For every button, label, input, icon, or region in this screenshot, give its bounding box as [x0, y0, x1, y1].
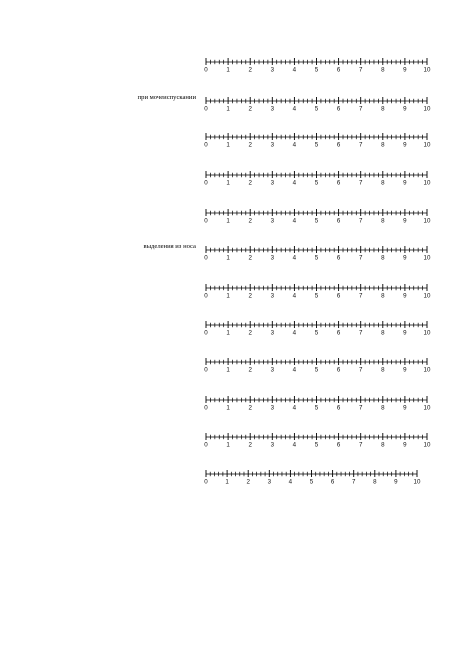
tick-label: 9 [403, 404, 407, 412]
tick-label: 10 [423, 66, 431, 74]
tick-label: 3 [270, 105, 275, 113]
rating-scale[interactable] [204, 206, 437, 228]
tick-label: 1 [226, 292, 230, 300]
tick-label: 3 [270, 441, 275, 449]
tick-label: 1 [226, 329, 230, 337]
tick-label: 5 [314, 292, 319, 300]
tick-label: 2 [246, 478, 250, 486]
rating-scale[interactable] [204, 55, 437, 77]
tick-label: 7 [358, 179, 363, 187]
tick-label: 5 [314, 105, 319, 113]
tick-label: 10 [423, 441, 431, 449]
tick-label: 3 [270, 179, 275, 187]
tick-label: 6 [336, 254, 341, 262]
tick-label: 10 [423, 254, 431, 262]
rating-scale[interactable] [204, 130, 437, 152]
tick-label: 6 [330, 478, 335, 486]
tick-label: 9 [403, 254, 407, 262]
tick-label: 2 [248, 254, 252, 262]
tick-label: 3 [270, 404, 275, 412]
tick-label: 6 [336, 179, 341, 187]
tick-label: 7 [358, 329, 363, 337]
tick-label: 0 [204, 404, 208, 412]
tick-label: 7 [358, 105, 363, 113]
tick-label: 6 [336, 366, 341, 374]
tick-label: 9 [403, 179, 407, 187]
tick-label: 5 [314, 217, 319, 225]
tick-label: 8 [381, 141, 385, 149]
tick-label: 1 [226, 66, 230, 74]
tick-label: 0 [204, 66, 208, 74]
tick-label: 3 [270, 292, 275, 300]
row-label: при мочеиспускании [137, 94, 196, 101]
tick-label: 7 [358, 66, 363, 74]
tick-label: 4 [292, 217, 297, 225]
tick-label: 7 [358, 404, 363, 412]
tick-label: 6 [336, 141, 341, 149]
tick-label: 4 [292, 441, 297, 449]
tick-label: 10 [423, 366, 431, 374]
tick-label: 2 [248, 217, 252, 225]
tick-label: 8 [381, 179, 385, 187]
tick-label: 5 [314, 404, 319, 412]
rating-scale[interactable] [204, 168, 437, 190]
tick-label: 7 [358, 441, 363, 449]
tick-label: 5 [314, 441, 319, 449]
tick-label: 9 [403, 66, 407, 74]
tick-label: 10 [423, 217, 431, 225]
tick-label: 4 [292, 105, 297, 113]
tick-label: 7 [358, 254, 363, 262]
rating-scale[interactable] [204, 430, 437, 452]
tick-label: 9 [403, 217, 407, 225]
tick-label: 1 [226, 254, 230, 262]
tick-label: 1 [226, 404, 230, 412]
tick-label: 7 [358, 141, 363, 149]
tick-label: 6 [336, 66, 341, 74]
tick-label: 10 [423, 179, 431, 187]
tick-label: 7 [351, 478, 356, 486]
rating-scale[interactable] [204, 467, 427, 489]
rating-scale[interactable] [204, 94, 437, 116]
tick-label: 5 [314, 66, 319, 74]
tick-label: 0 [204, 217, 208, 225]
tick-label: 6 [336, 105, 341, 113]
tick-label: 1 [226, 217, 230, 225]
tick-label: 9 [403, 329, 407, 337]
tick-label: 2 [248, 441, 252, 449]
tick-label: 3 [270, 366, 275, 374]
tick-label: 4 [292, 179, 297, 187]
tick-label: 8 [381, 292, 385, 300]
tick-label: 10 [423, 292, 431, 300]
tick-label: 3 [270, 217, 275, 225]
tick-label: 5 [309, 478, 314, 486]
tick-label: 0 [204, 441, 208, 449]
tick-label: 0 [204, 179, 208, 187]
tick-label: 6 [336, 441, 341, 449]
tick-label: 4 [292, 404, 297, 412]
tick-label: 6 [336, 217, 341, 225]
tick-label: 5 [314, 366, 319, 374]
tick-label: 3 [270, 329, 275, 337]
row-label: выделения из носа [143, 243, 196, 250]
tick-label: 4 [292, 329, 297, 337]
tick-label: 2 [248, 329, 252, 337]
tick-label: 9 [403, 441, 407, 449]
tick-label: 1 [226, 141, 230, 149]
tick-label: 6 [336, 404, 341, 412]
tick-label: 8 [381, 254, 385, 262]
tick-label: 0 [204, 329, 208, 337]
tick-label: 0 [204, 478, 208, 486]
tick-label: 2 [248, 292, 252, 300]
rating-scale[interactable] [204, 355, 437, 377]
rating-scale[interactable] [204, 318, 437, 340]
tick-label: 4 [292, 141, 297, 149]
tick-label: 8 [381, 441, 385, 449]
tick-label: 2 [248, 404, 252, 412]
tick-label: 2 [248, 141, 252, 149]
tick-label: 7 [358, 366, 363, 374]
tick-label: 8 [373, 478, 377, 486]
tick-label: 1 [226, 366, 230, 374]
tick-label: 9 [394, 478, 398, 486]
tick-label: 2 [248, 366, 252, 374]
tick-label: 10 [423, 329, 431, 337]
tick-label: 6 [336, 292, 341, 300]
tick-label: 0 [204, 292, 208, 300]
tick-label: 5 [314, 141, 319, 149]
tick-label: 3 [267, 478, 272, 486]
tick-label: 7 [358, 217, 363, 225]
tick-label: 4 [292, 66, 297, 74]
tick-label: 0 [204, 105, 208, 113]
tick-label: 9 [403, 141, 407, 149]
tick-label: 0 [204, 141, 208, 149]
tick-label: 8 [381, 217, 385, 225]
tick-label: 1 [226, 441, 230, 449]
tick-label: 10 [423, 105, 431, 113]
tick-label: 9 [403, 366, 407, 374]
rating-scale[interactable] [204, 243, 437, 265]
tick-label: 9 [403, 105, 407, 113]
tick-label: 2 [248, 105, 252, 113]
tick-label: 9 [403, 292, 407, 300]
tick-label: 5 [314, 329, 319, 337]
tick-label: 10 [423, 141, 431, 149]
tick-label: 10 [423, 404, 431, 412]
tick-label: 0 [204, 366, 208, 374]
tick-label: 3 [270, 141, 275, 149]
tick-label: 5 [314, 179, 319, 187]
tick-label: 8 [381, 404, 385, 412]
tick-label: 6 [336, 329, 341, 337]
rating-scale[interactable] [204, 393, 437, 415]
tick-label: 2 [248, 179, 252, 187]
tick-label: 4 [288, 478, 293, 486]
rating-scale[interactable] [204, 281, 437, 303]
tick-label: 4 [292, 292, 297, 300]
tick-label: 4 [292, 254, 297, 262]
tick-label: 1 [225, 478, 229, 486]
tick-label: 1 [226, 179, 230, 187]
tick-label: 2 [248, 66, 252, 74]
tick-label: 8 [381, 366, 385, 374]
tick-label: 5 [314, 254, 319, 262]
tick-label: 3 [270, 66, 275, 74]
tick-label: 10 [413, 478, 421, 486]
tick-label: 1 [226, 105, 230, 113]
tick-label: 8 [381, 105, 385, 113]
tick-label: 0 [204, 254, 208, 262]
tick-label: 8 [381, 329, 385, 337]
tick-label: 3 [270, 254, 275, 262]
tick-label: 4 [292, 366, 297, 374]
tick-label: 7 [358, 292, 363, 300]
tick-label: 8 [381, 66, 385, 74]
